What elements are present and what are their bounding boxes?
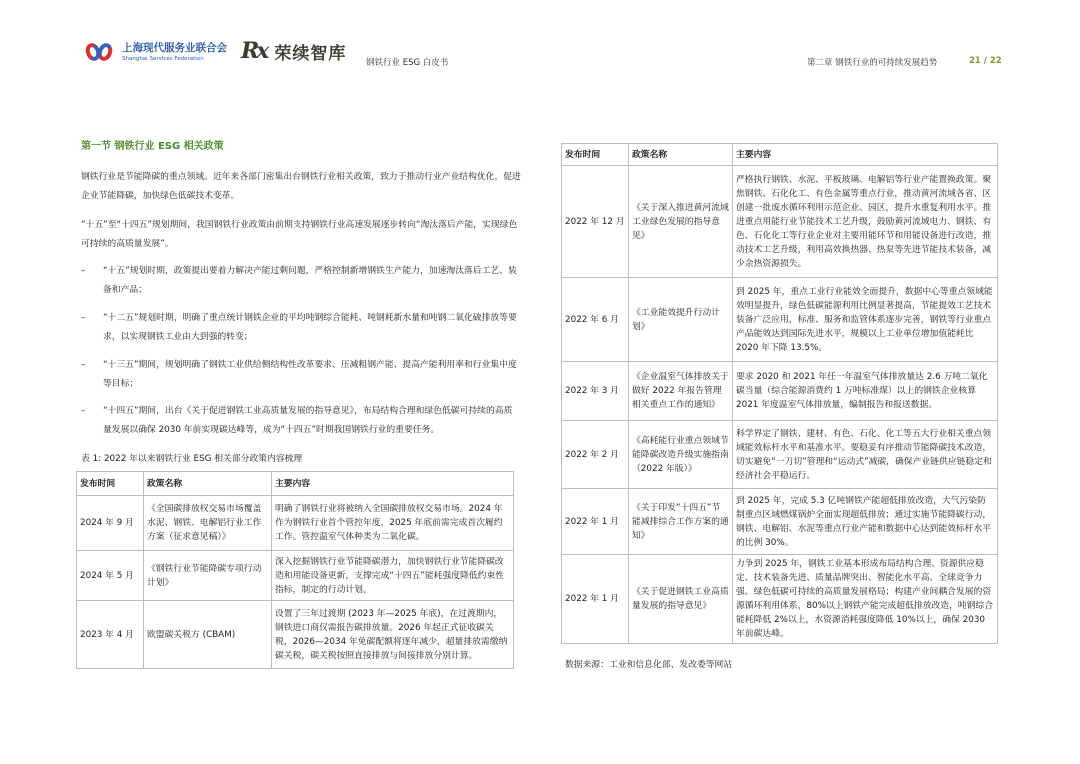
policy-table-left (76, 471, 514, 669)
cell-name: 《钢铁行业节能降碳专项行动计划》 (144, 551, 272, 601)
org-logo (86, 40, 227, 64)
cell-name: 《关于印发“十四五”节能减排综合工作方案的通知》 (629, 489, 733, 555)
bullet-item (81, 402, 521, 440)
bullet-dash: – (81, 313, 86, 323)
cell-name: 《高耗能行业重点领域节能降碳改造升级实施指南（2022 年版）》 (629, 421, 733, 489)
table-header-row (562, 144, 998, 166)
cell-content: 到 2025 年，完成 5.3 亿吨钢铁产能超低排放改造，大气污染防制重点区域燃煤锅炉全面实现超低排放；通过实施节能降碳行动，钢铁、电解铝、水泥等重点行业产能和数据中心达到能效标杆水平的比例 30%。 (733, 489, 998, 555)
cell-name: 《关于深入推进黄河流域工业绿色发展的指导意见》 (629, 166, 733, 278)
table-row (562, 278, 998, 362)
bullet-dash: – (81, 266, 86, 276)
table-row (562, 166, 998, 278)
table-row (77, 601, 514, 669)
table-header-row (77, 472, 514, 496)
cell-date: 2022 年 3 月 (562, 362, 629, 421)
cell-name: 《工业能效提升行动计划》 (629, 278, 733, 362)
cell-content: 深入挖掘钢铁行业节能降碳潜力，加快钢铁行业节能降碳改造和用能设备更新，支撑完成“十四五”能耗强度降低约束性指标，制定的行动计划。 (272, 551, 514, 601)
header-content: 主要内容 (272, 472, 514, 496)
table-caption: 表 1: 2022 年以来钢铁行业 ESG 相关部分政策内容梳理 (81, 454, 303, 464)
paragraph: 钢铁行业是节能降碳的重点领域。近年来各部门密集出台钢铁行业相关政策，致力于推动行业产业结构优化，促进企业节能降碳，加快绿色低碳技术变革。 (81, 172, 521, 201)
cell-date: 2022 年 1 月 (562, 555, 629, 644)
header-date: 发布时间 (77, 472, 144, 496)
header-date: 发布时间 (562, 144, 629, 166)
table-row (77, 551, 514, 601)
table-row (562, 489, 998, 555)
brand-logo (241, 38, 346, 64)
cell-date: 2024 年 9 月 (77, 496, 144, 551)
page-number: 21 / 22 (969, 56, 1002, 66)
org-name-cn: 上海现代服务业联合会 (122, 41, 227, 54)
header-name: 政策名称 (629, 144, 733, 166)
header-name: 政策名称 (144, 472, 272, 496)
cell-date: 2022 年 2 月 (562, 421, 629, 489)
bullet-item (81, 262, 521, 300)
cell-date: 2024 年 5 月 (77, 551, 144, 601)
cell-date: 2023 年 4 月 (77, 601, 144, 669)
cell-content: 严格执行钢铁、水泥、平板玻璃、电解铝等行业产能置换政策。聚焦钢铁、石化化工、有色金属等重点行业，推动黄河流域各省、区创建一批废水循环利用示范企业、园区，提升水重复利用水平。推进重点用能行业节能技术工艺升级，鼓励黄河流域电力、钢铁、有色、石化化工等行业企业对主要用能环节和用能设备进行改造，推动技术工艺升级，利用高效换热器、热泵等先进节能技术装备，减少余热资源损失。 (733, 166, 998, 278)
cell-content: 明确了钢铁行业将被纳入全国碳排放权交易市场。2024 年作为钢铁行业首个管控年度，2025 年底前需完成首次履约工作。管控温室气体种类为二氧化碳。 (272, 496, 514, 551)
bullet-dash: – (81, 360, 86, 370)
cell-content: 要求 2020 和 2021 年任一年温室气体排放量达 2.6 万吨二氧化碳当量（综合能源消费约 1 万吨标准煤）以上的钢铁企业核算 2021 年度温室气体排放量，编制报告和报送数据。 (733, 362, 998, 421)
federation-logo-icon (86, 40, 116, 64)
cell-date: 2022 年 1 月 (562, 489, 629, 555)
table-row (562, 362, 998, 421)
doc-title: 钢铁行业 ESG 白皮书 (366, 58, 449, 68)
bullet-item (81, 309, 521, 347)
table-row (562, 555, 998, 644)
cell-name: 《企业温室气体排放关于做好 2022 年报告管理相关重点工作的通知》 (629, 362, 733, 421)
cell-date: 2022 年 12 月 (562, 166, 629, 278)
bullet-item (81, 356, 521, 394)
cell-date: 2022 年 6 月 (562, 278, 629, 362)
source-note: 数据来源：工业和信息化部、发改委等网站 (565, 660, 733, 670)
policy-table-right (561, 143, 998, 644)
section-title: 第一节 钢铁行业 ESG 相关政策 (81, 141, 224, 152)
org-name-en: Shanghai Services Federation (122, 55, 204, 62)
bullet-dash: – (81, 406, 86, 416)
cell-name: 《全国碳排放权交易市场覆盖水泥、钢铁、电解铝行业工作方案（征求意见稿）》 (144, 496, 272, 551)
cell-content: 到 2025 年，重点工业行业能效全面提升，数据中心等重点领域能效明显提升，绿色低碳能源利用比例显著提高，节能提效工艺技术装备广泛应用，标准、服务和监管体系逐步完善，钢铁等行业重点产品能效达到国际先进水平，规模以上工业单位增加值能耗比 2020 年下降 13.5%。 (733, 278, 998, 362)
rx-logo-icon: Rx (241, 38, 267, 64)
table-row (77, 496, 514, 551)
bullet-text: “十四五”期间，出台《关于促进钢铁工业高质量发展的指导意见》，布局结构合理和绿色低碳可持续的高质量发展以确保 2030 年前实现碳达峰等，成为“十四五”时期我国钢铁行业的重要任务。 (103, 406, 513, 435)
cell-name: 《关于促进钢铁工业高质量发展的指导意见》 (629, 555, 733, 644)
chapter-title: 第二章 钢铁行业的可持续发展趋势 (807, 58, 938, 68)
cell-content: 科学界定了钢铁、建材、有色、石化、化工等五大行业相关重点领域能效标杆水平和基准水平。要稳妥有序推动节能降碳技术改造，切实避免“一刀切”管理和“运动式”减碳，确保产业链供应链稳定和经济社会平稳运行。 (733, 421, 998, 489)
cell-name: 欧盟碳关税方 (CBAM) (144, 601, 272, 669)
cell-content: 设置了三年过渡期 (2023 年—2025 年底)，在过渡期内，钢铁进口商仅需报告碳排放量。2026 年起正式征收碳关税，2026—2034 年免碳配额将逐年减少，超量排放需缴纳碳关税，碳关税按照直接排放与间接排放分别计算。 (272, 601, 514, 669)
paragraph: “十五”至“十四五”规划期间，我国钢铁行业政策由前期支持钢铁行业高速发展逐步转向“淘汰落后产能，实现绿色可持续的高质量发展”。 (81, 220, 518, 249)
cell-content: 力争到 2025 年，钢铁工业基本形成布局结构合理、资源供应稳定、技术装备先进、质量品牌突出、智能化水平高、全球竞争力强、绿色低碳可持续的高质量发展格局；构建产业间耦合发展的资源循环利用体系，80%以上钢铁产能完成超低排放改造，吨钢综合能耗降低 2%以上，水资源消耗强度降低 10%以上，确保 2030 年前碳达峰。 (733, 555, 998, 644)
bullet-text: “十三五”期间，规划明确了钢铁工业供给侧结构性改革要求、压减粗钢产能、提高产能利用率和行业集中度等目标； (103, 360, 517, 389)
brand-name: 荣续智库 (274, 43, 347, 64)
bullet-text: “十二五”规划时期，明确了重点统计钢铁企业的平均吨钢综合能耗、吨钢耗新水量和吨钢二氧化硫排放等要求，以实现钢铁工业由大到强的转变； (103, 313, 517, 342)
table-row (562, 421, 998, 489)
bullet-text: “十五”规划时期，政策提出要着力解决产能过剩问题，严格控制新增钢铁生产能力，加速淘汰落后工艺、装备和产品； (103, 266, 517, 295)
header-content: 主要内容 (733, 144, 998, 166)
